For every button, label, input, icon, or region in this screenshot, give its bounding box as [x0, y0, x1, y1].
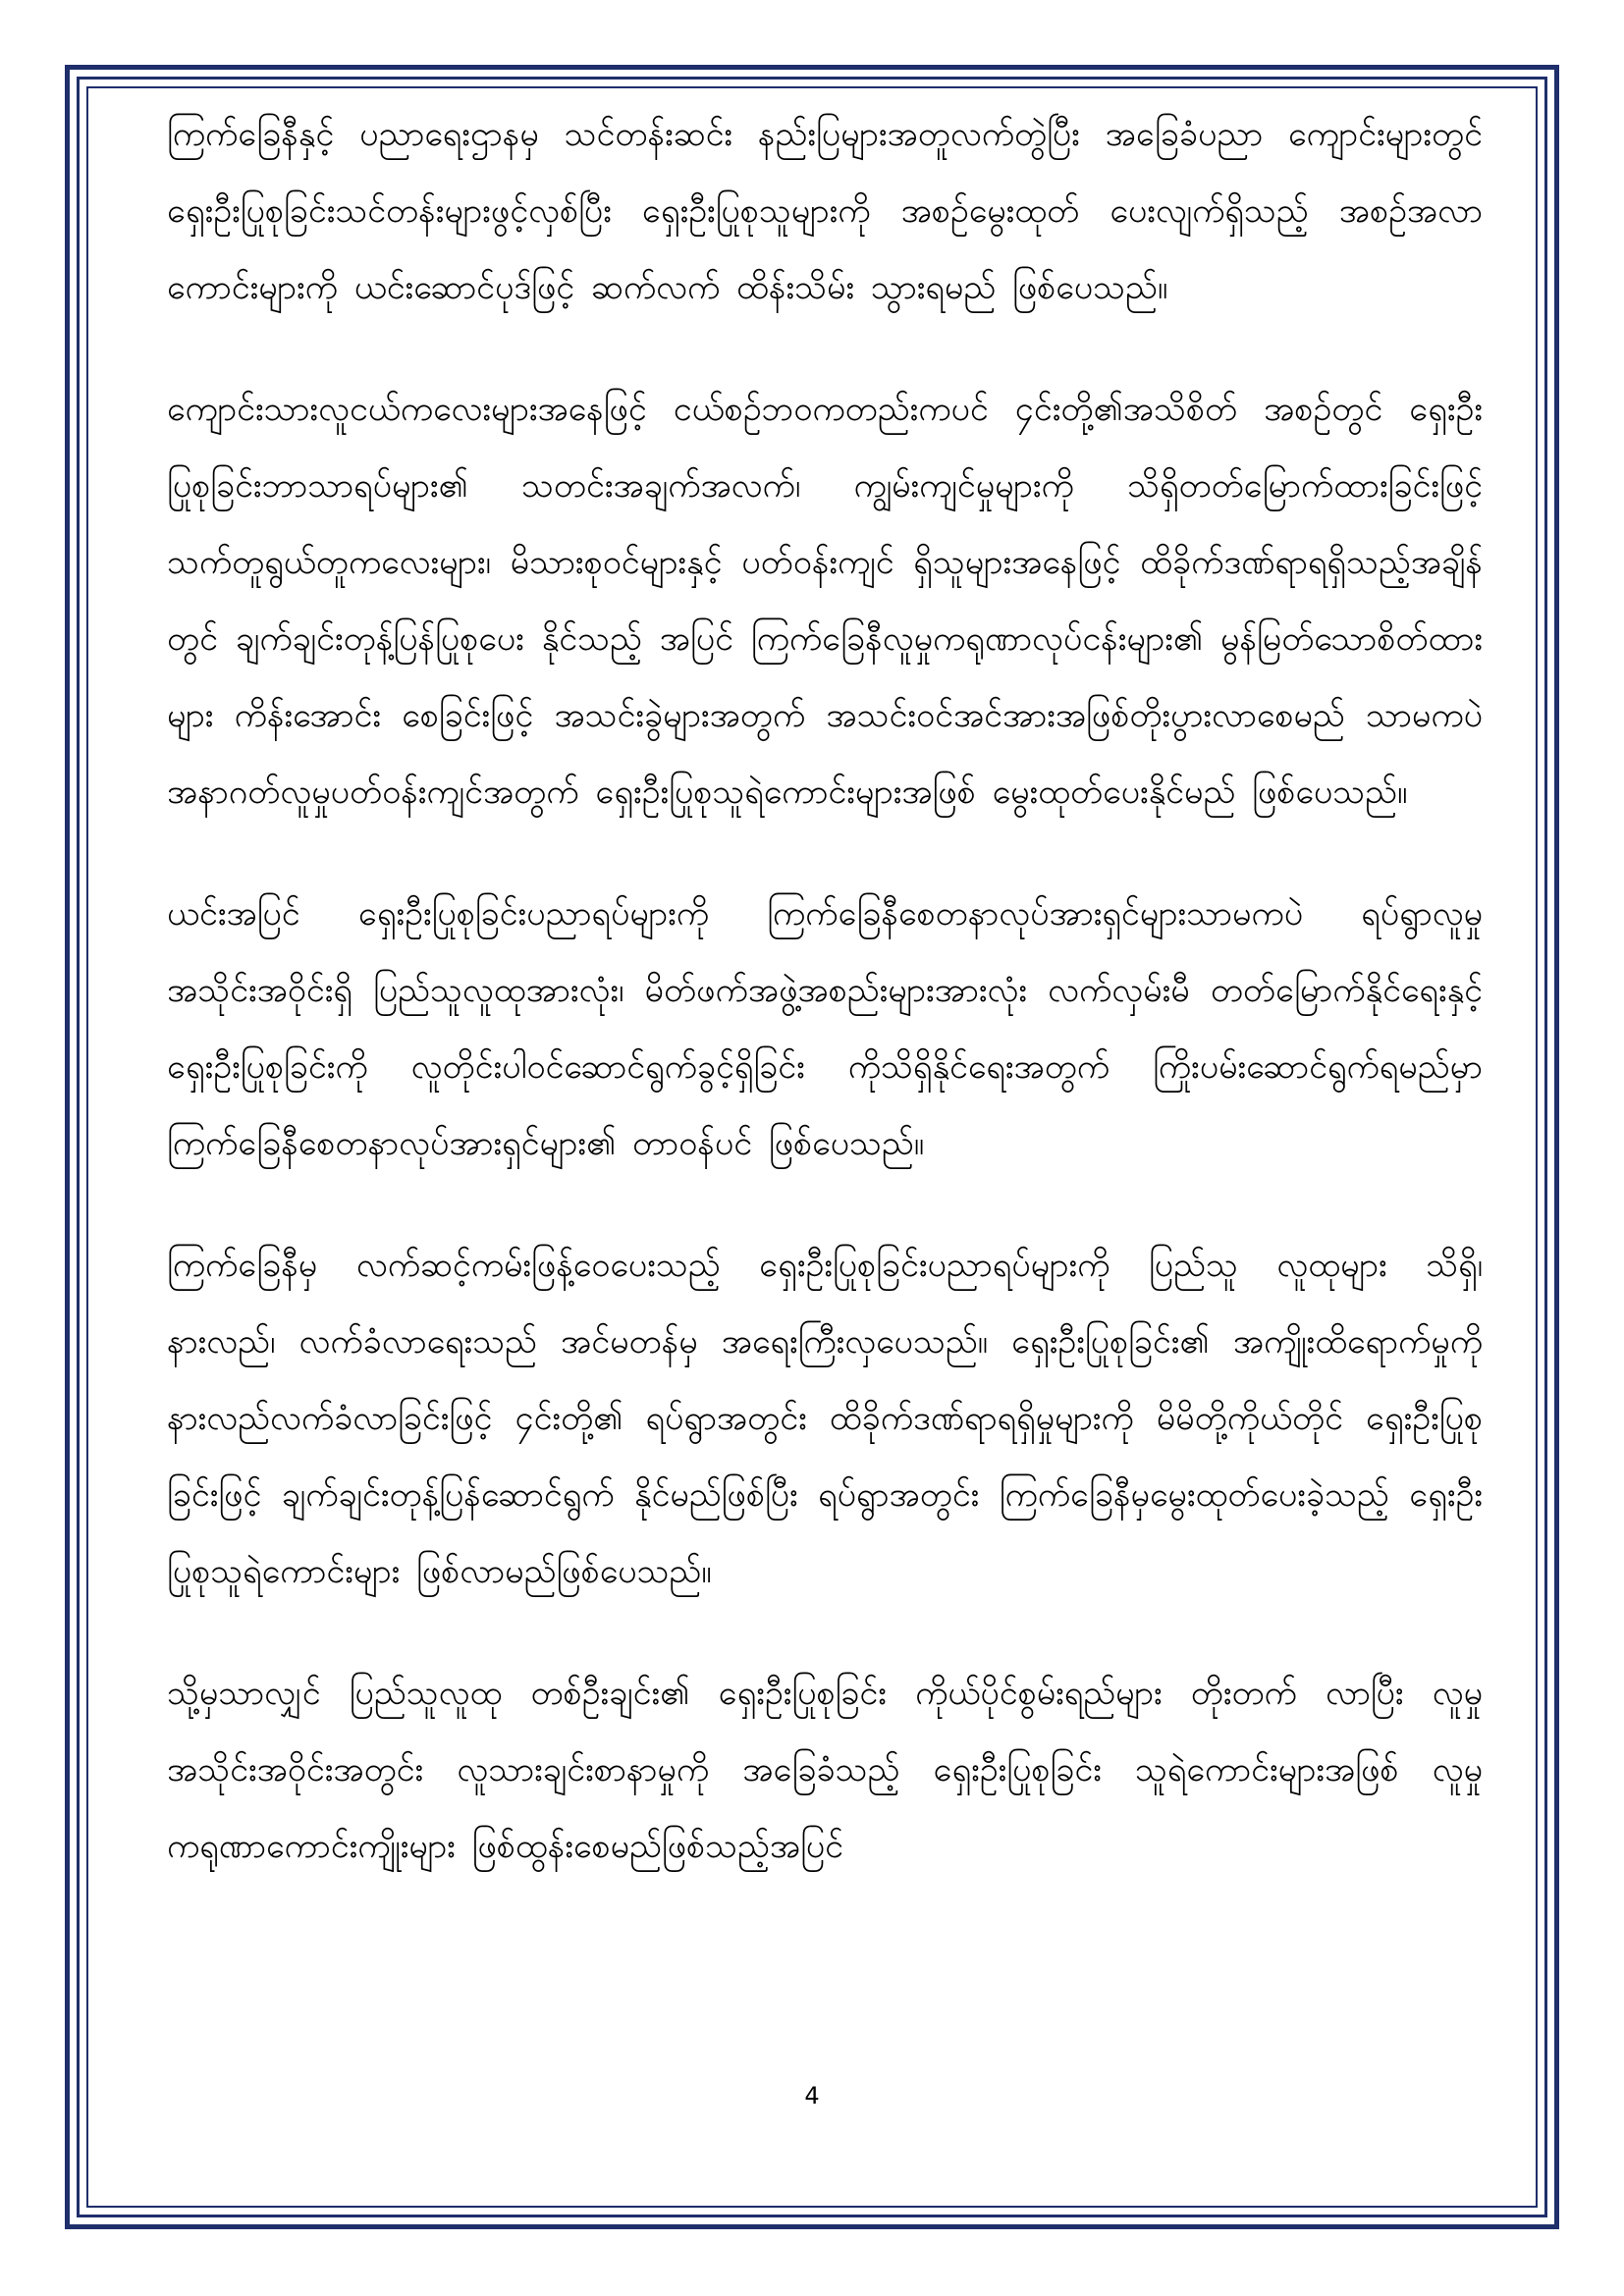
paragraph-3: ယင်းအပြင် ရှေးဦးပြုစုခြင်းပညာရပ်များကို ကြက်ခြေနီစေတနာလုပ်အားရှင်များသာမကပဲ ရပ်ရွာလူမှုအသိုင်းအဝိုင်းရှိ ပြည်သူလူထုအားလုံး၊ မိတ်ဖက်အဖွဲ့အစည်းများအားလုံး လက်လှမ်းမီ တတ်မြောက်နိုင်ရေးနှင့် ရှေးဦးပြုစုခြင်းကို လူတိုင်းပါဝင်ဆောင်ရွက်ခွင့်ရှိခြင်း ကိုသိရှိနိုင်ရေးအတွက် ကြိုးပမ်းဆောင်ရွက်ရမည်မှာ ကြက်ခြေနီစေတနာလုပ်အားရှင်များ၏ တာဝန်ပင် ဖြစ်ပေသည်။ — [167, 894, 1483, 1163]
paragraph-1: ကြက်ခြေနီနှင့် ပညာရေးဌာနမှ သင်တန်းဆင်း နည်းပြများအတူလက်တွဲပြီး အခြေခံပညာ ကျောင်းများတွင် ရှေးဦးပြုစုခြင်းသင်တန်းများဖွင့်လှစ်ပြီး ရှေးဦးပြုစုသူများကို အစဉ်မွေးထုတ် ပေးလျက်ရှိသည့် အစဉ်အလာကောင်းများကို ယင်းဆောင်ပုဒ်ဖြင့် ဆက်လက် ထိန်းသိမ်း သွားရမည် ဖြစ်ပေသည်။ — [167, 115, 1483, 307]
document-body — [167, 96, 1483, 1930]
paragraph-2: ကျောင်းသားလူငယ်ကလေးများအနေဖြင့် ငယ်စဉ်ဘဝကတည်းကပင် ၄င်းတို့၏အသိစိတ် အစဉ်တွင် ရှေးဦးပြုစုခြင်းဘာသာရပ်များ၏ သတင်းအချက်အလက်၊ ကျွမ်းကျင်မှုများကို သိရှိတတ်မြောက်ထားခြင်းဖြင့် သက်တူရွယ်တူကလေးများ၊ မိသားစုဝင်များနှင့် ပတ်ဝန်းကျင် ရှိသူများအနေဖြင့် ထိခိုက်ဒဏ်ရာရရှိသည့်အချိန်တွင် ချက်ချင်းတုန့်ပြန်ပြုစုပေး နိုင်သည့် အပြင် ကြက်ခြေနီလူမှုကရုဏာလုပ်ငန်းများ၏ မွန်မြတ်သောစိတ်ထားများ ကိန်းအောင်း စေခြင်းဖြင့် အသင်းခွဲများအတွက် အသင်းဝင်အင်အားအဖြစ်တိုးပွားလာစေမည် သာမကပဲ အနာဂတ်လူမှုပတ်ဝန်းကျင်အတွက် ရှေးဦးပြုစုသူရဲကောင်းများအဖြစ် မွေးထုတ်ပေးနိုင်မည် ဖြစ်ပေသည်။ — [167, 390, 1483, 812]
paragraph-4: ကြက်ခြေနီမှ လက်ဆင့်ကမ်းဖြန့်ဝေပေးသည့် ရှေးဦးပြုစုခြင်းပညာရပ်များကို ပြည်သူ လူထုများ သိရှိ၊ နားလည်၊ လက်ခံလာရေးသည် အင်မတန်မှ အရေးကြီးလှပေသည်။ ရှေးဦးပြုစုခြင်း၏ အကျိုးထိရောက်မှုကို နားလည်လက်ခံလာခြင်းဖြင့် ၄င်းတို့၏ ရပ်ရွာအတွင်း ထိခိုက်ဒဏ်ရာရရှိမှုများကို မိမိတို့ကိုယ်တိုင် ရှေးဦးပြုစုခြင်းဖြင့် ချက်ချင်းတုန့်ပြန်ဆောင်ရွက် နိုင်မည်ဖြစ်ပြီး ရပ်ရွာအတွင်း ကြက်ခြေနီမှမွေးထုတ်ပေးခဲ့သည့် ရှေးဦးပြုစုသူရဲကောင်းများ ဖြစ်လာမည်ဖြစ်ပေသည်။ — [167, 1246, 1483, 1591]
page-number: 4 — [804, 2082, 820, 2109]
paragraph-5: သို့မှသာလျှင် ပြည်သူလူထု တစ်ဦးချင်း၏ ရှေးဦးပြုစုခြင်း ကိုယ်ပိုင်စွမ်းရည်များ တိုးတက် လာပြီး လူမှုအသိုင်းအဝိုင်းအတွင်း လူသားချင်းစာနာမှုကို အခြေခံသည့် ရှေးဦးပြုစုခြင်း သူရဲကောင်းများအဖြစ် လူမှုကရုဏာကောင်းကျိုးများ ဖြစ်ထွန်းစေမည်ဖြစ်သည့်အပြင် — [167, 1674, 1483, 1866]
